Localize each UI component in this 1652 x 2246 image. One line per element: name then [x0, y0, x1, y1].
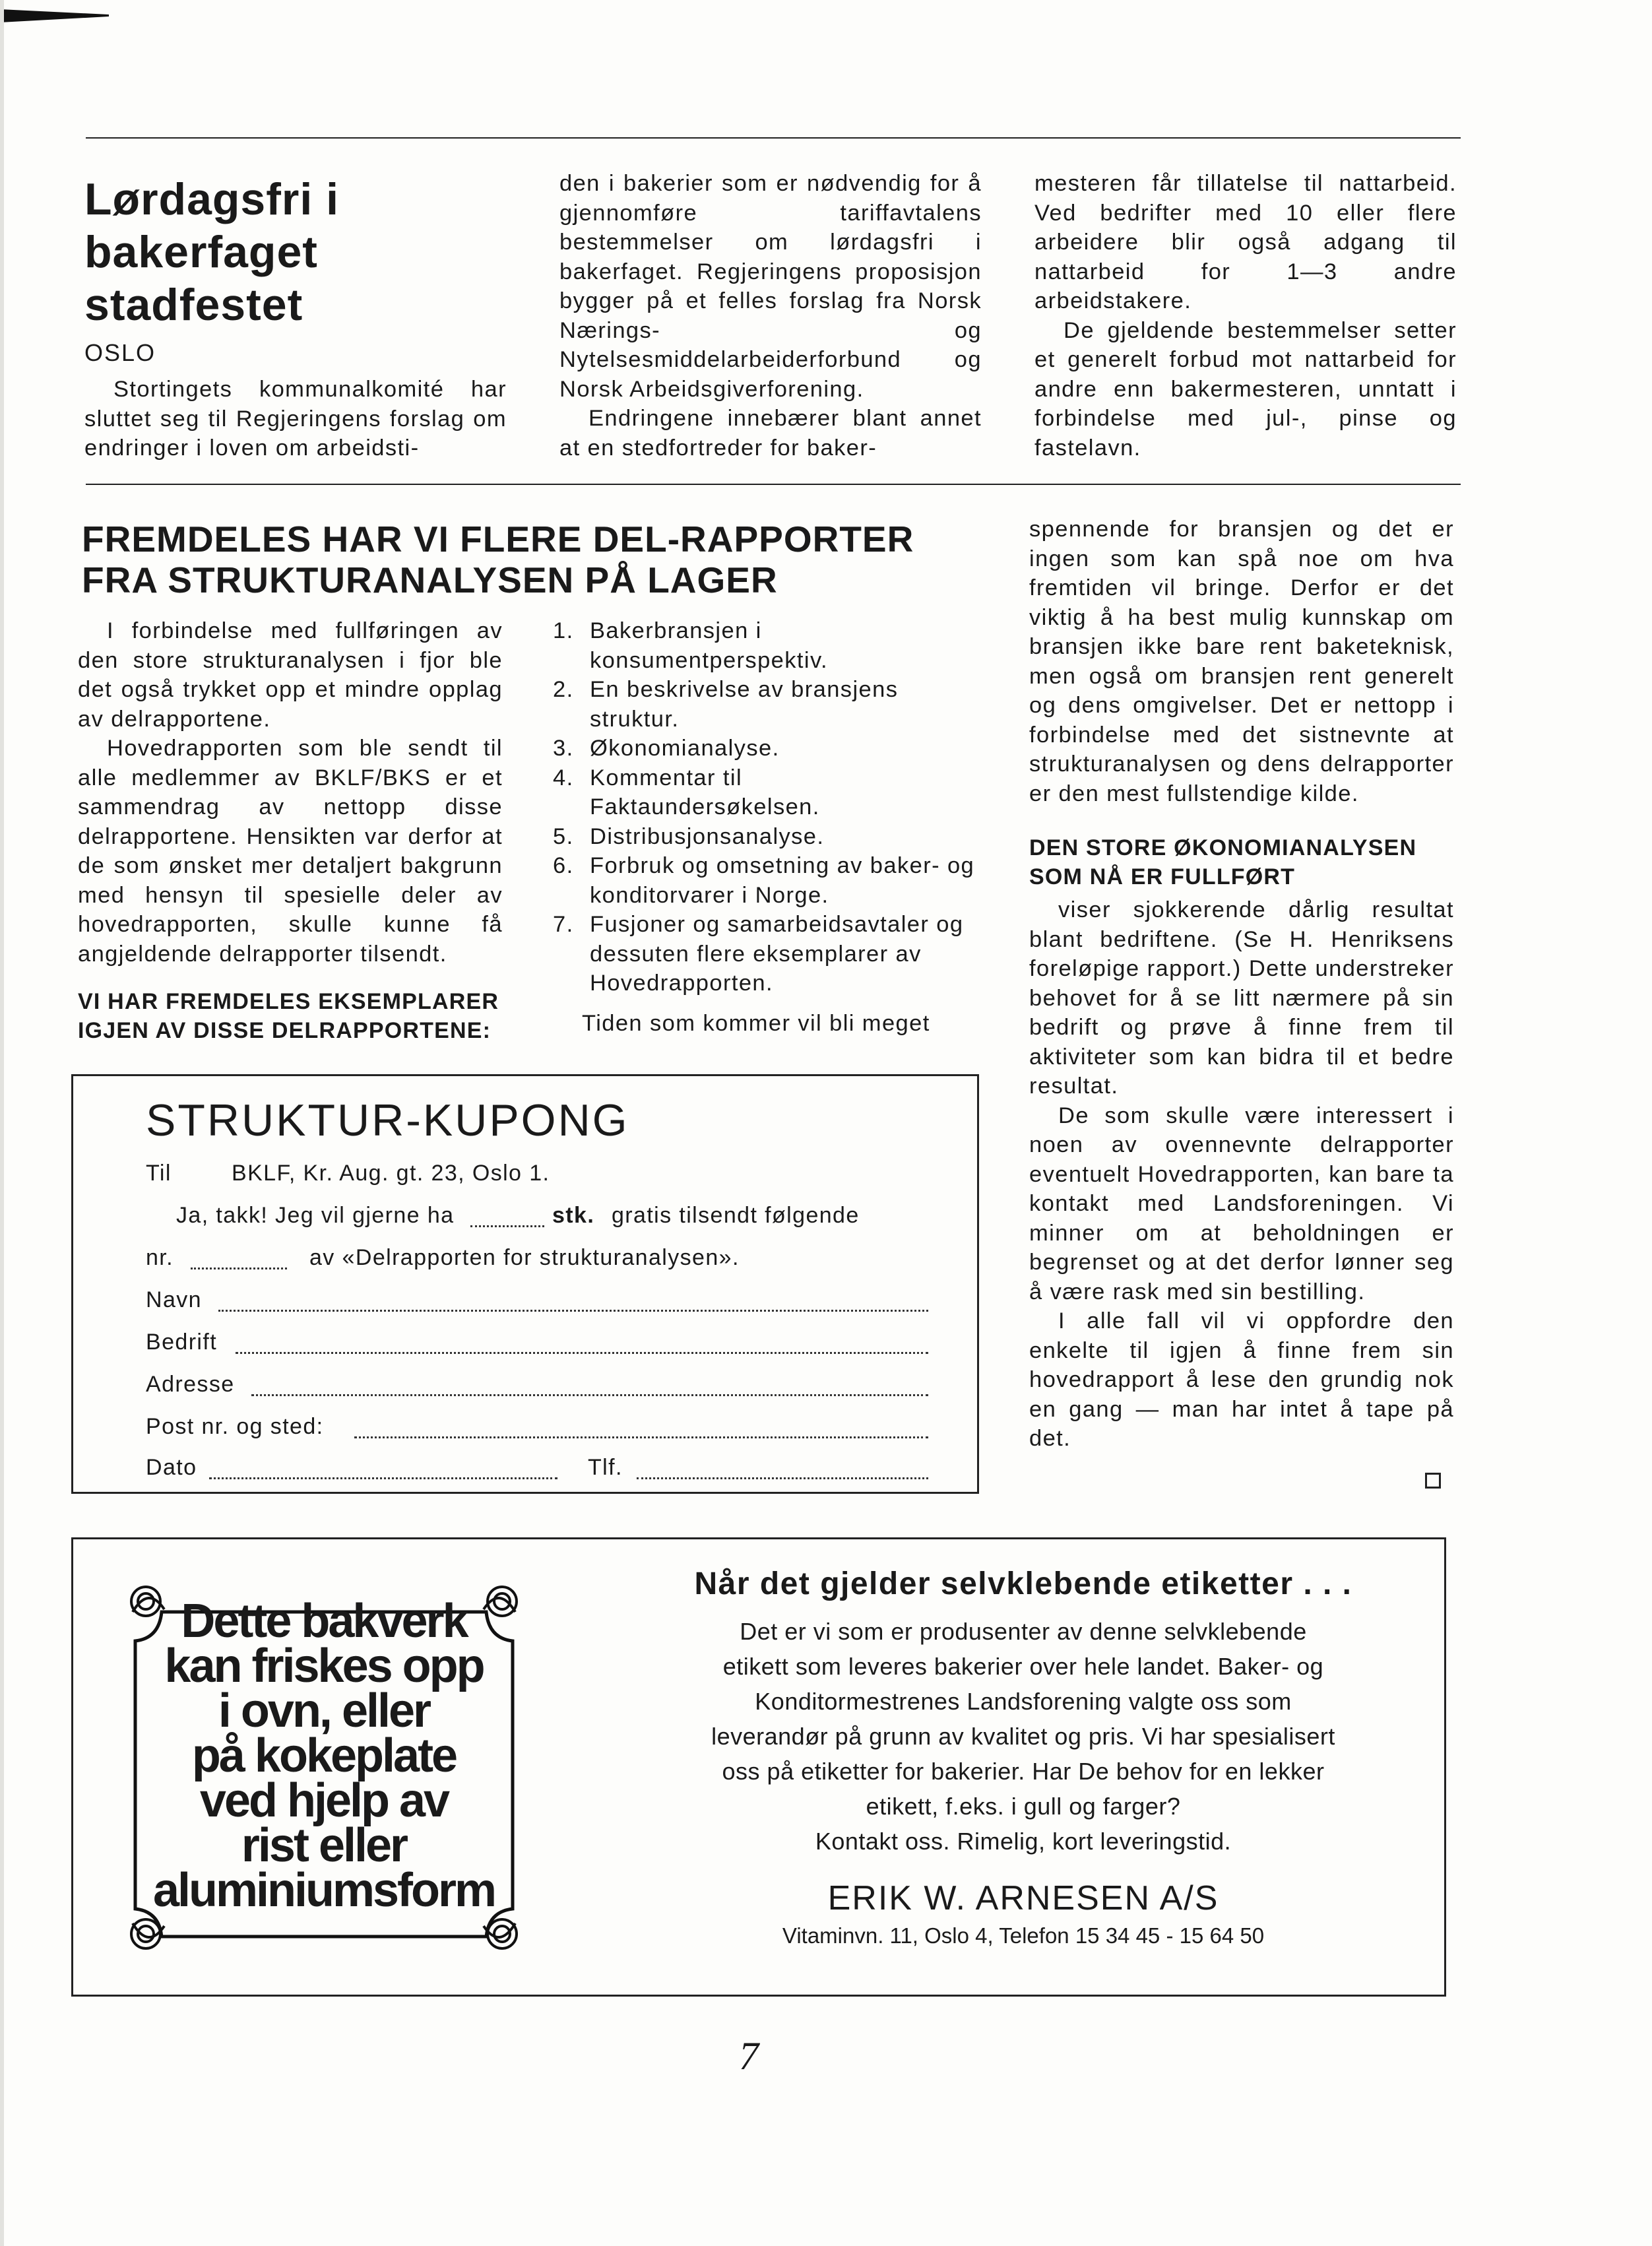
article2-title-line: FREMDELES HAR VI FLERE DEL-RAPPORTER — [82, 519, 914, 560]
paragraph: spennende for bransjen og det er ingen som kan spå noe om hva fremtiden vil bringe. Derfor er det viktig å ha best mulig kunnskap om bransjen ikke bare rent baketeknisk, men også om bransjen rent generelt og dens omgivelser. Det er nettopp i forbindelse med det sistnevnte at strukturanalysen og dens delrapporter er den mest fullstendige kilde. — [1029, 517, 1454, 806]
coupon-tlf-label: Tlf. — [588, 1455, 623, 1480]
ad-body-line: etikett som leveres bakerier over hele landet. Baker- og — [722, 1653, 1324, 1680]
paragraph: den i bakerier som er nødvendig for å gjennomføre tariffavtalens bestemmelser om lørdagsfri i bakerfaget. Regjeringens proposisjon bygger på et felles forslag fra Norsk Nærings- og Nytelsesmiddelarbeiderforbund og Norsk Arbeidsgiverforening. — [559, 171, 982, 402]
article-lordagsfri — [84, 165, 1463, 468]
article1-title-line: bakerfaget — [84, 227, 318, 277]
article1-title-line: stadfestet — [84, 280, 303, 330]
list-item: 5. Distribusjonsanalyse. — [553, 823, 825, 849]
heading-line: SOM NÅ ER FULLFØRT — [1029, 864, 1296, 889]
ad-body-line: leverandør på grunn av kvalitet og pris. Vi har spesialisert — [711, 1723, 1335, 1750]
frame-line: aluminiumsform — [152, 1864, 495, 1917]
paragraph: De som skulle være interessert i noen av ovennevnte delrapporter eventuelt Hovedrapporten, kan bare ta kontakt med Landsforeningen. Vi minner om at beholdningen er begrenset og at det derfor lønner seg å være rask med sin bestilling. — [1029, 1103, 1454, 1304]
left-edge-line — [0, 0, 4, 2246]
ad-heading: Når det gjelder selvklebende etiketter . . . — [694, 1566, 1352, 1601]
ad-body-line: oss på etiketter for bakerier. Har De behov for en lekker — [722, 1758, 1325, 1785]
ad-body-line: Konditormestrenes Landsforening valgte oss som — [755, 1688, 1292, 1715]
list-item: 7. Fusjoner og samarbeidsavtaler og dessuten flere eksemplarer av Hovedrapporten. — [553, 912, 964, 996]
quantity-field[interactable] — [470, 1225, 544, 1227]
paragraph: Stortingets kommunalkomité har sluttet seg til Regjeringens forslag om endringer i loven om arbeidsti- — [84, 377, 507, 461]
article1-dateline: OSLO — [84, 339, 156, 366]
coupon-stk-text: stk. — [552, 1203, 595, 1228]
struktur-kupong — [71, 1074, 979, 1494]
paragraph: mesteren får tillatelse til nattarbeid. Ved bedrifter med 10 eller flere arbeidere blir også adgang til nattarbeid for 1—3 andre arbeidstakere. — [1034, 171, 1457, 313]
paragraph: Hovedrapporten som ble sendt til alle medlemmer av BKLF/BKS er et sammendrag av nettopp disse delrapportene. Hensikten var derfor at de som ønsket mer detaljert bakgrunn med hensyn til spesielle deler av hovedrapporten, skulle kunne få angjeldende delrapporter tilsendt. — [78, 736, 503, 967]
ad-body-line: etikett, f.eks. i gull og farger? — [866, 1793, 1181, 1820]
end-mark-icon — [1425, 1473, 1441, 1489]
ad-body-line: Det er vi som er produsenter av denne selvklebende — [740, 1618, 1307, 1645]
frame-line: Dette bakverk — [181, 1595, 467, 1648]
coupon-til-label: Til — [146, 1161, 172, 1186]
article2-col3 — [1029, 515, 1454, 1454]
coupon-gratis-text: gratis tilsendt følgende — [612, 1203, 860, 1228]
heading-line: VI HAR FREMDELES EKSEMPLARER — [78, 989, 499, 1014]
paragraph: Endringene innebærer blant annet at en stedfortreder for baker- — [559, 406, 982, 461]
list-item: 1. Bakerbransjen i konsumentperspektiv. — [553, 618, 829, 673]
ad-company: ERIK W. ARNESEN A/S — [827, 1879, 1219, 1917]
tlf-field[interactable] — [637, 1477, 928, 1479]
article1-title-line: Lørdagsfri i — [84, 174, 340, 224]
coupon-dato-label: Dato — [146, 1455, 197, 1480]
article1-col3 — [1034, 169, 1457, 463]
ad-address: Vitaminvn. 11, Oslo 4, Telefon 15 34 45 - 15 64 50 — [782, 1923, 1265, 1948]
ad-text-block — [654, 1566, 1393, 1948]
report-list — [553, 616, 979, 998]
paragraph: I forbindelse med fullføringen av den store strukturanalysen i fjor ble det også trykket opp et mindre opplag av delrapportene. — [78, 618, 503, 732]
coupon-bedrift-label: Bedrift — [146, 1330, 218, 1355]
frame-line: rist eller — [241, 1819, 407, 1872]
article1-title — [84, 173, 533, 331]
corner-mark — [0, 0, 109, 26]
coupon-ja-text: Ja, takk! Jeg vil gjerne ha — [176, 1203, 455, 1228]
coupon-nr-label: nr. — [146, 1245, 174, 1270]
advertisement-etiketter — [71, 1537, 1446, 1997]
list-item: 6. Forbruk og omsetning av baker- og konditorvarer i Norge. — [553, 853, 975, 908]
paragraph: Tiden som kommer vil bli meget — [582, 1010, 930, 1036]
article2-col2 — [553, 616, 979, 1038]
heading-line: IGJEN AV DISSE DELRAPPORTENE: — [78, 1018, 492, 1043]
list-item: 2. En beskrivelse av bransjens struktur. — [553, 677, 899, 732]
heading-line: DEN STORE ØKONOMIANALYSEN — [1029, 835, 1417, 860]
coupon-navn-label: Navn — [146, 1287, 202, 1312]
middle-rule — [86, 484, 1461, 485]
number-field[interactable] — [191, 1267, 287, 1269]
coupon-title: STRUKTUR-KUPONG — [146, 1095, 629, 1145]
frame-line: ved hjelp av — [199, 1774, 449, 1827]
article2-col1 — [78, 616, 503, 1045]
dato-field[interactable] — [209, 1477, 557, 1479]
coupon-delrapport-text: av «Delrapporten for strukturanalysen». — [309, 1245, 740, 1270]
paragraph: viser sjokkerende dårlig resultat blant bedriftene. (Se H. Henriksens foreløpige rapport.) Dette understreker behovet for å se litt nærmere på sin bedrift og prøve å finne frem til aktiviteter som kan bidra til et bedre resultat. — [1029, 897, 1454, 1099]
paragraph: I alle fall vil vi oppfordre den enkelte til igjen å finne frem sin hovedrapport å lese den grundig nok en gang — man har intet å tape på det. — [1029, 1308, 1454, 1451]
coupon-adresse-label: Adresse — [146, 1372, 235, 1397]
page-number: 7 — [739, 2034, 759, 2078]
list-item: 4. Kommentar til Faktaundersøkelsen. — [553, 765, 820, 819]
ad-body — [654, 1614, 1393, 1859]
article1-col1 — [84, 375, 507, 463]
post-field[interactable] — [354, 1436, 928, 1438]
frame-line: i ovn, eller — [218, 1684, 430, 1737]
top-rule — [86, 137, 1461, 139]
article2-col1-heading — [78, 987, 503, 1045]
adresse-field[interactable] — [251, 1394, 928, 1396]
article1-col2 — [559, 169, 982, 463]
frame-line: på kokeplate — [191, 1729, 457, 1782]
ad-body-line: Kontakt oss. Rimelig, kort leveringstid. — [815, 1828, 1232, 1855]
frame-text — [119, 1595, 528, 1917]
frame-line: kan friskes opp — [164, 1640, 484, 1692]
coupon-post-label: Post nr. og sted: — [146, 1414, 324, 1439]
navn-field[interactable] — [218, 1310, 928, 1312]
bedrift-field[interactable] — [236, 1352, 928, 1354]
list-item: 3. Økonomianalyse. — [553, 736, 780, 761]
paragraph: De gjeldende bestemmelser setter et generelt forbud mot nattarbeid for andre enn bakermesteren, unntatt i forbindelse med jul-, pinse og fastelavn. — [1034, 317, 1457, 461]
article2-col3-heading — [1029, 833, 1454, 891]
article2-title-line: FRA STRUKTURANALYSEN PÅ LAGER — [82, 560, 778, 600]
coupon-til-address: BKLF, Kr. Aug. gt. 23, Oslo 1. — [232, 1161, 550, 1186]
article2-title — [82, 519, 1005, 600]
